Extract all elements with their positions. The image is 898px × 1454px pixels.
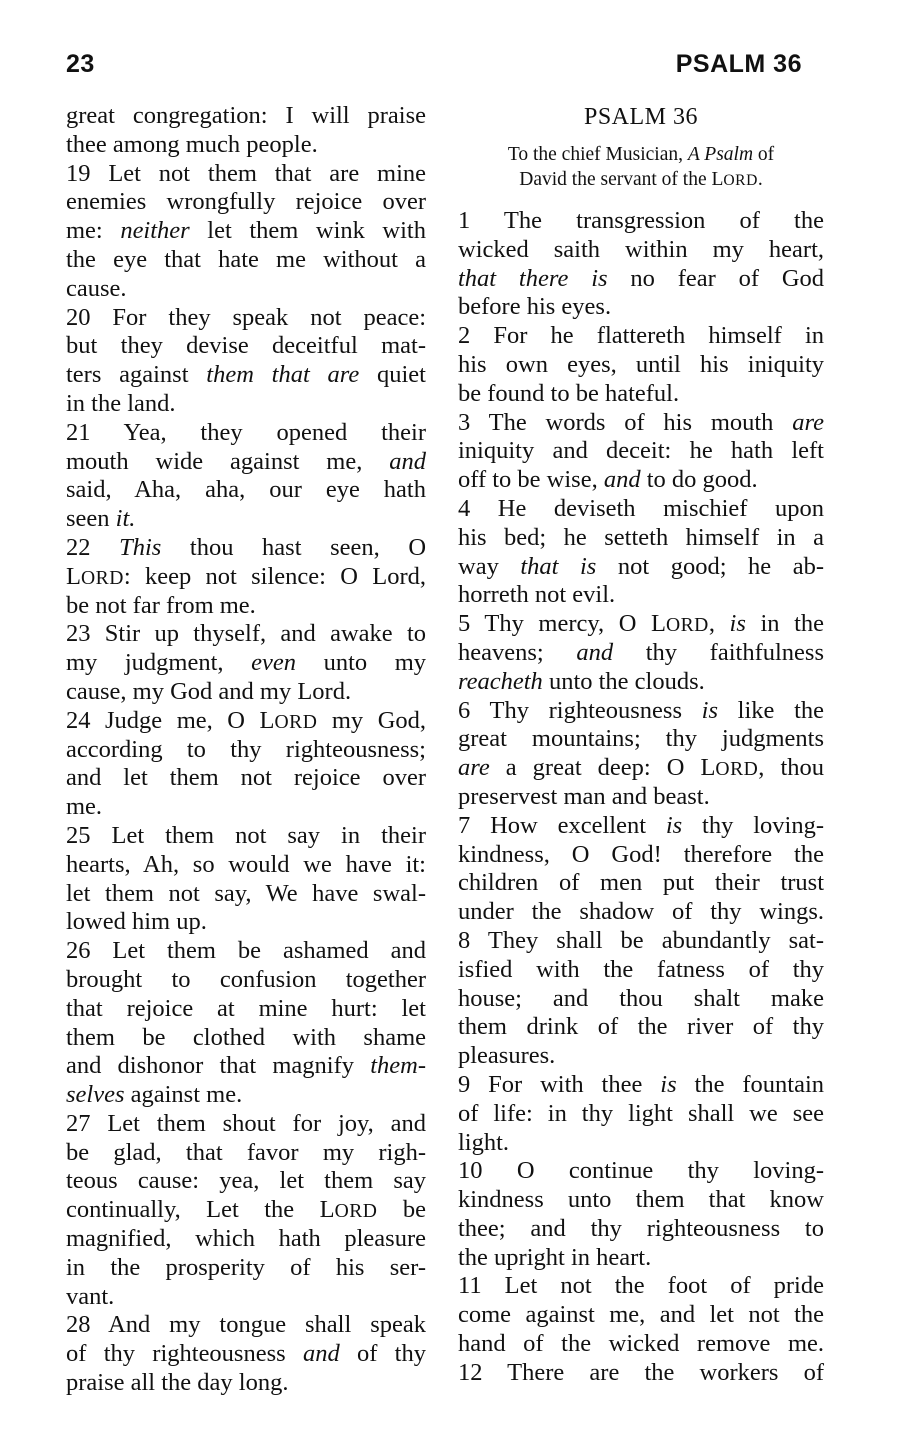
text-line bbox=[458, 639, 824, 668]
text-run: 3 The words of his mouth bbox=[458, 408, 793, 436]
italic-text: that there is bbox=[458, 264, 608, 292]
italic-text: are bbox=[458, 754, 490, 782]
text-run: , bbox=[708, 610, 730, 638]
text-line bbox=[66, 1110, 426, 1139]
text-run: of bbox=[753, 144, 775, 165]
text-run: To the chief Musician, bbox=[507, 144, 688, 165]
text-line bbox=[66, 966, 426, 995]
text-run: 26 Let them be ashamed and bbox=[66, 937, 426, 965]
text-run: praise all the day long. bbox=[66, 1369, 289, 1397]
psalm-heading: PSALM 36 bbox=[583, 104, 699, 130]
italic-text: even bbox=[251, 649, 296, 677]
text-run: house; and thou shalt make bbox=[458, 984, 824, 1012]
text-line bbox=[66, 908, 426, 937]
text-line bbox=[458, 322, 824, 351]
text-run: unto the clouds. bbox=[542, 667, 705, 695]
text-line bbox=[66, 1139, 426, 1168]
text-run: teous cause: yea, let them say bbox=[66, 1167, 426, 1195]
text-line bbox=[458, 610, 824, 639]
text-run: a great deep: O L bbox=[489, 754, 716, 782]
text-line bbox=[66, 937, 426, 966]
text-run: mouth wide against me, bbox=[66, 447, 390, 475]
text-run: said, Aha, aha, our eye hath bbox=[66, 476, 426, 504]
running-title: PSALM 36 bbox=[675, 50, 802, 78]
text-line bbox=[66, 592, 426, 621]
text-line bbox=[66, 534, 426, 563]
text-line bbox=[458, 207, 824, 236]
text-run: be not far from me. bbox=[66, 591, 256, 619]
superscription-line bbox=[458, 142, 824, 167]
text-line bbox=[458, 553, 824, 582]
text-run: before his eyes. bbox=[458, 293, 612, 321]
text-run: , thou bbox=[758, 754, 824, 782]
text-line bbox=[458, 437, 824, 466]
italic-text: them- bbox=[370, 1052, 426, 1080]
text-line bbox=[66, 476, 426, 505]
italic-text: is bbox=[729, 610, 746, 638]
page-number: 23 bbox=[66, 50, 95, 78]
text-line bbox=[66, 995, 426, 1024]
text-line bbox=[458, 1071, 824, 1100]
text-run: be glad, that favor my righ- bbox=[66, 1138, 426, 1166]
text-line bbox=[66, 851, 426, 880]
text-line bbox=[458, 495, 824, 524]
text-run: vant. bbox=[66, 1282, 115, 1310]
text-line bbox=[458, 1129, 824, 1158]
text-line bbox=[66, 332, 426, 361]
text-run: of thy bbox=[339, 1340, 426, 1368]
text-run: 4 He deviseth mischief upon bbox=[458, 494, 824, 522]
text-run: be bbox=[377, 1196, 426, 1224]
text-run: 22 bbox=[66, 533, 120, 561]
text-run: of life: in thy light shall we see bbox=[458, 1099, 824, 1127]
text-run: children of men put their trust bbox=[458, 869, 824, 897]
text-line bbox=[66, 217, 426, 246]
text-line bbox=[66, 275, 426, 304]
text-run: magnified, which hath pleasure bbox=[66, 1225, 426, 1253]
text-run: that rejoice at mine hurt: let bbox=[66, 994, 426, 1022]
italic-text: it. bbox=[115, 505, 136, 533]
text-line bbox=[66, 505, 426, 534]
text-line bbox=[458, 1013, 824, 1042]
text-line bbox=[458, 1186, 824, 1215]
text-line bbox=[66, 793, 426, 822]
text-line bbox=[458, 409, 824, 438]
text-line bbox=[458, 841, 824, 870]
text-line bbox=[458, 725, 824, 754]
text-line bbox=[66, 736, 426, 765]
text-line bbox=[66, 620, 426, 649]
text-line bbox=[66, 246, 426, 275]
text-line bbox=[66, 1225, 426, 1254]
text-run: 8 They shall be abundantly sat- bbox=[458, 926, 824, 954]
text-run: brought to confusion together bbox=[66, 965, 426, 993]
text-line bbox=[66, 131, 426, 160]
text-run: them be clothed with shame bbox=[66, 1023, 426, 1051]
text-line bbox=[458, 1272, 824, 1301]
small-caps-text: ORD bbox=[715, 759, 759, 781]
text-run: the eye that hate me without a bbox=[66, 245, 426, 273]
text-run: 9 For with thee bbox=[458, 1070, 661, 1098]
italic-text: selves bbox=[66, 1081, 125, 1109]
superscription-line bbox=[458, 167, 824, 193]
text-run: my God, bbox=[317, 706, 427, 734]
text-run: in the bbox=[745, 610, 824, 638]
text-line bbox=[458, 1157, 824, 1186]
text-run: 27 Let them shout for joy, and bbox=[66, 1109, 426, 1137]
text-run: 1 The transgression of the bbox=[458, 207, 824, 234]
text-line bbox=[66, 1311, 426, 1340]
text-run: thou hast seen, O bbox=[161, 533, 427, 561]
text-run: great mountains; thy judgments bbox=[458, 725, 824, 753]
text-run: : keep not silence: O Lord, bbox=[123, 562, 426, 590]
text-line bbox=[458, 1215, 824, 1244]
text-run: let them not say, We have swal- bbox=[66, 879, 426, 907]
text-run: but they devise deceitful mat- bbox=[66, 332, 426, 360]
italic-text: are bbox=[792, 408, 824, 436]
text-run: and let them not rejoice over bbox=[66, 764, 426, 792]
text-run: . bbox=[757, 169, 763, 190]
text-run: like the bbox=[718, 696, 825, 724]
text-run: 20 For they speak not peace: bbox=[66, 303, 426, 331]
text-line bbox=[66, 822, 426, 851]
text-run: to do good. bbox=[640, 466, 758, 494]
text-line bbox=[66, 563, 426, 592]
text-line bbox=[458, 581, 824, 610]
text-run: no fear of God bbox=[607, 264, 825, 292]
text-run: seen bbox=[66, 505, 116, 533]
text-line bbox=[458, 783, 824, 812]
italic-text: them that are bbox=[206, 361, 360, 389]
text-run: according to thy righteousness; bbox=[66, 735, 426, 763]
text-line bbox=[458, 265, 824, 294]
text-run: 5 Thy mercy, O L bbox=[458, 610, 666, 638]
text-run: not good; he ab- bbox=[596, 552, 824, 580]
text-line bbox=[458, 1301, 824, 1330]
text-line bbox=[66, 707, 426, 736]
text-run: and dishonor that magnify bbox=[66, 1052, 371, 1080]
text-run: way bbox=[458, 552, 521, 580]
text-run: 19 Let not them that are mine bbox=[66, 159, 426, 187]
text-run: cause. bbox=[66, 274, 127, 302]
text-line bbox=[66, 764, 426, 793]
text-line bbox=[458, 668, 824, 697]
text-run: cause, my God and my Lord. bbox=[66, 677, 352, 705]
text-line bbox=[458, 985, 824, 1014]
text-line bbox=[66, 1024, 426, 1053]
text-run: L bbox=[66, 562, 81, 590]
text-run: off to be wise, bbox=[458, 466, 604, 494]
small-caps-text: ORD bbox=[723, 172, 758, 189]
text-run: 2 For he flattereth himself in bbox=[458, 322, 824, 350]
text-line bbox=[66, 102, 426, 131]
text-line bbox=[458, 293, 824, 322]
italic-text: and bbox=[302, 1340, 340, 1368]
text-run: me: bbox=[66, 217, 121, 245]
psalm-superscription bbox=[458, 142, 824, 193]
text-line bbox=[66, 678, 426, 707]
text-run: 12 There are the workers of bbox=[458, 1358, 824, 1386]
text-line bbox=[66, 1369, 426, 1398]
text-run: light. bbox=[458, 1128, 510, 1156]
italic-text: and bbox=[389, 447, 426, 475]
text-run: thy faithfulness bbox=[613, 638, 824, 666]
text-line bbox=[458, 236, 824, 265]
text-line bbox=[66, 188, 426, 217]
italic-text: neither bbox=[120, 217, 190, 245]
text-run: kindness unto them that know bbox=[458, 1186, 824, 1214]
text-run: in the prosperity of his ser- bbox=[66, 1253, 426, 1281]
text-run: horreth not evil. bbox=[458, 581, 616, 609]
text-line bbox=[66, 448, 426, 477]
italic-text: reacheth bbox=[458, 667, 543, 695]
text-line bbox=[458, 1042, 824, 1071]
text-line bbox=[458, 351, 824, 380]
text-line bbox=[458, 927, 824, 956]
text-run: wicked saith within my heart, bbox=[458, 235, 824, 263]
text-line bbox=[458, 380, 824, 409]
small-caps-text: ORD bbox=[274, 711, 318, 733]
text-line bbox=[66, 419, 426, 448]
text-run: his bed; he setteth himself in a bbox=[458, 523, 824, 551]
text-run: isfied with the fatness of thy bbox=[458, 955, 824, 983]
text-run: 23 Stir up thyself, and awake to bbox=[66, 620, 426, 648]
text-run: my judgment, bbox=[66, 649, 252, 677]
text-line bbox=[66, 880, 426, 909]
text-line bbox=[66, 361, 426, 390]
text-line bbox=[458, 812, 824, 841]
text-line bbox=[66, 1340, 426, 1369]
text-run: come against me, and let not the bbox=[458, 1301, 824, 1329]
text-run: thy loving- bbox=[682, 811, 824, 839]
italic-text: and bbox=[603, 466, 641, 494]
italic-text: and bbox=[576, 638, 614, 666]
text-run: hand of the wicked remove me. bbox=[458, 1330, 824, 1358]
text-run: under the shadow of thy wings. bbox=[458, 898, 824, 926]
text-run: continually, Let the L bbox=[66, 1196, 335, 1224]
small-caps-text: ORD bbox=[665, 615, 709, 637]
italic-text: is bbox=[660, 1070, 677, 1098]
text-run: the upright in heart. bbox=[458, 1243, 652, 1271]
text-line bbox=[458, 466, 824, 495]
text-run: thee among much people. bbox=[66, 130, 318, 158]
text-line bbox=[66, 1196, 426, 1225]
text-line bbox=[458, 1359, 824, 1388]
small-caps-text: ORD bbox=[334, 1201, 378, 1223]
text-line bbox=[458, 898, 824, 927]
text-run: kindness, O God! therefore the bbox=[458, 840, 824, 868]
small-caps-text: ORD bbox=[80, 567, 124, 589]
text-run: his own eyes, until his iniquity bbox=[458, 350, 824, 378]
text-run: great congregation: I will praise bbox=[66, 102, 426, 129]
text-line bbox=[458, 754, 824, 783]
text-run: 24 Judge me, O L bbox=[66, 706, 275, 734]
text-line bbox=[66, 1167, 426, 1196]
text-line bbox=[66, 390, 426, 419]
text-run: them drink of the river of thy bbox=[458, 1013, 824, 1041]
text-line bbox=[66, 160, 426, 189]
left-column bbox=[66, 102, 426, 1398]
text-run: ters against bbox=[66, 361, 207, 389]
text-line bbox=[458, 869, 824, 898]
text-line bbox=[66, 649, 426, 678]
text-run: heavens; bbox=[458, 638, 577, 666]
italic-text: is bbox=[665, 811, 683, 839]
text-run: quiet bbox=[359, 361, 426, 389]
text-line bbox=[66, 1254, 426, 1283]
text-line bbox=[66, 1052, 426, 1081]
italic-text: This bbox=[119, 533, 162, 561]
right-column-lines bbox=[458, 207, 824, 1388]
text-run: 10 O continue thy loving- bbox=[458, 1157, 824, 1185]
italic-text: A Psalm bbox=[687, 144, 754, 165]
italic-text: that is bbox=[520, 552, 597, 580]
text-run: the fountain bbox=[676, 1070, 824, 1098]
text-run: unto my bbox=[296, 649, 426, 677]
italic-text: is bbox=[701, 696, 718, 724]
text-run: thee; and thy righteousness to bbox=[458, 1214, 824, 1242]
text-line bbox=[458, 956, 824, 985]
text-line bbox=[458, 1244, 824, 1273]
text-run: hearts, Ah, so would we have it: bbox=[66, 850, 426, 878]
text-run: 28 And my tongue shall speak bbox=[66, 1311, 426, 1339]
right-column bbox=[458, 102, 824, 1388]
text-line bbox=[458, 1330, 824, 1359]
text-line bbox=[66, 1283, 426, 1312]
text-run: me. bbox=[66, 793, 103, 821]
text-line bbox=[458, 697, 824, 726]
text-line bbox=[66, 304, 426, 333]
text-line bbox=[66, 1081, 426, 1110]
text-run: pleasures. bbox=[458, 1042, 556, 1070]
text-run: preservest man and beast. bbox=[458, 782, 710, 810]
text-run: lowed him up. bbox=[66, 908, 207, 936]
text-run: let them wink with bbox=[189, 217, 426, 245]
text-line bbox=[458, 524, 824, 553]
text-run: 7 How excellent bbox=[458, 811, 666, 839]
text-run: 21 Yea, they opened their bbox=[66, 418, 426, 446]
text-run: 6 Thy righteousness bbox=[458, 696, 702, 724]
text-run: be found to be hateful. bbox=[458, 379, 680, 407]
text-run: David the servant of the L bbox=[519, 169, 724, 190]
text-run: iniquity and deceit: he hath left bbox=[458, 437, 824, 465]
text-run: 25 Let them not say in their bbox=[66, 821, 426, 849]
text-run: of thy righteousness bbox=[66, 1340, 303, 1368]
text-run: in the land. bbox=[66, 389, 176, 417]
text-run: 11 Let not the foot of pride bbox=[458, 1272, 824, 1300]
text-run: against me. bbox=[124, 1081, 243, 1109]
text-line bbox=[458, 1100, 824, 1129]
text-run: enemies wrongfully rejoice over bbox=[66, 188, 426, 216]
